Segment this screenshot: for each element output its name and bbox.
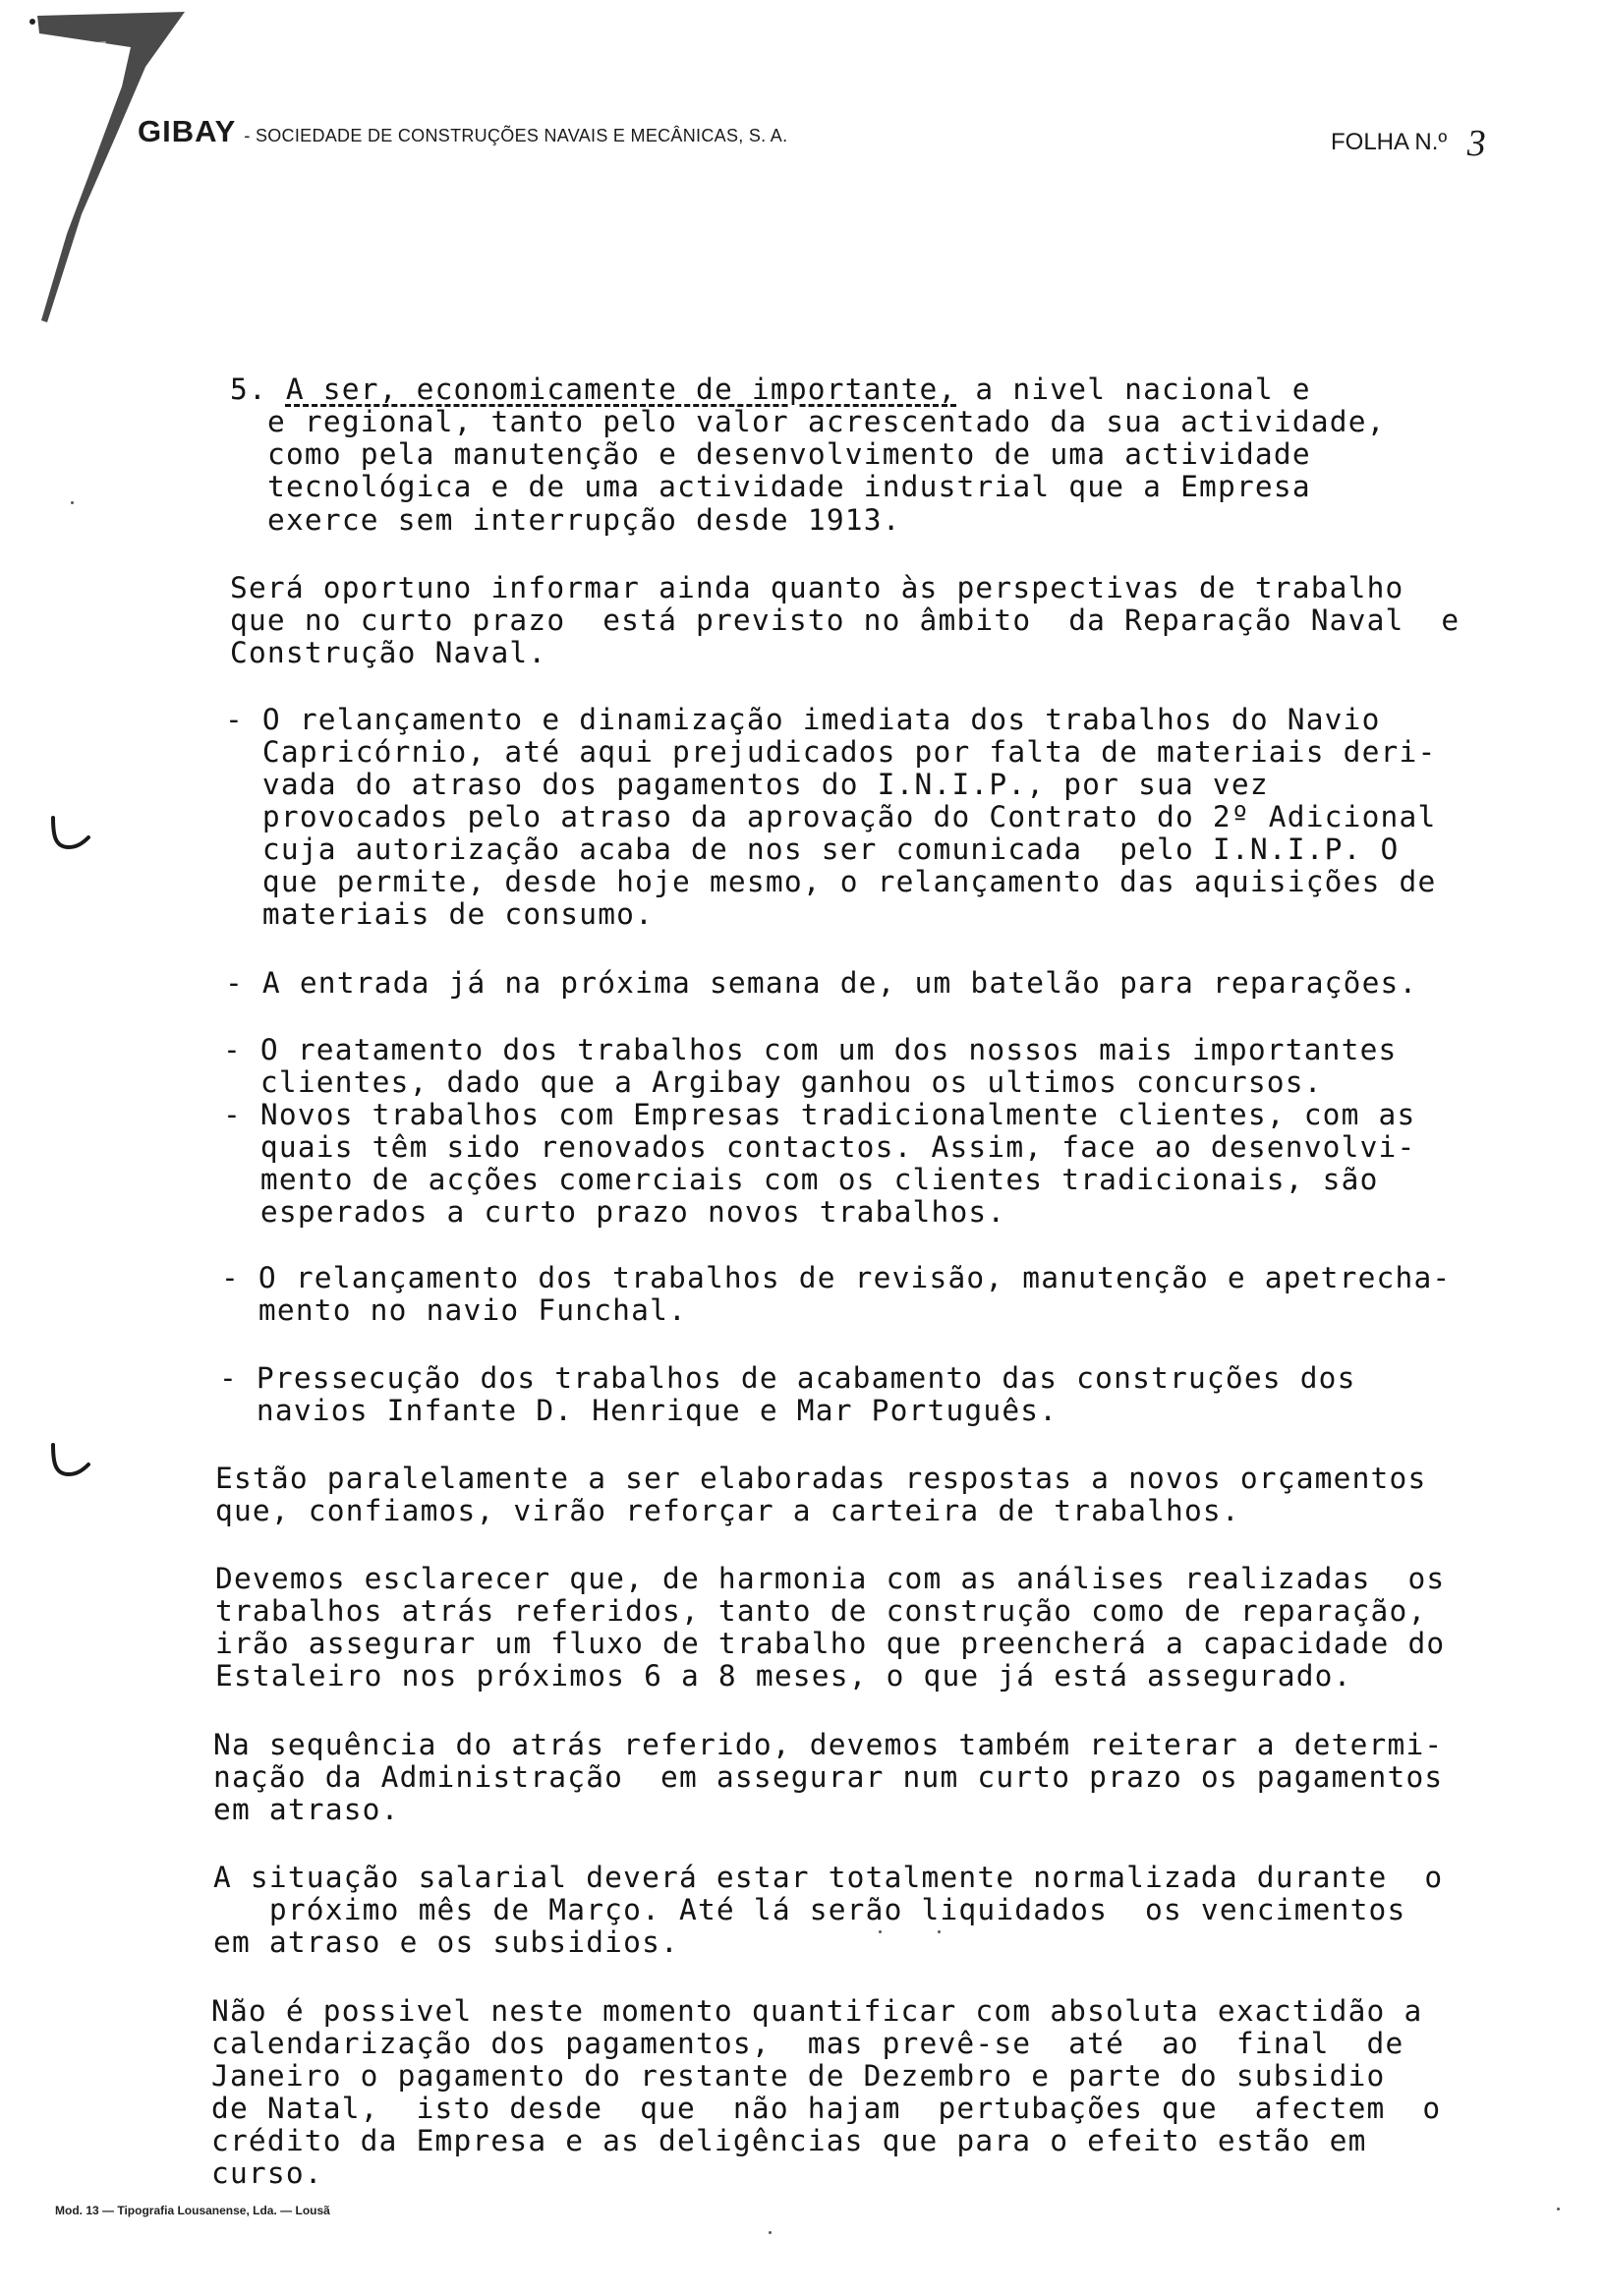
- text-line: - O relançamento e dinamização imediata dos trabalhos do Navio: [225, 703, 1381, 736]
- text-line: que no curto prazo está previsto no âmbito da Reparação Naval e: [230, 603, 1461, 637]
- scan-speck: [879, 1930, 882, 1933]
- text-line: mento de acções comerciais com os clientes tradicionais, são: [223, 1163, 1379, 1196]
- text-line: navios Infante D. Henrique e Mar Português.: [219, 1394, 1059, 1427]
- company-name: GIBAY: [138, 114, 237, 148]
- text-line: calendarização dos pagamentos, mas prevê-se até ao final de: [211, 2027, 1404, 2060]
- text-line: esperados a curto prazo novos trabalhos.: [223, 1195, 1006, 1229]
- margin-check-mark: [47, 814, 94, 853]
- text-line: Janeiro o pagamento do restante de Dezembro e parte do subsidio: [211, 2059, 1386, 2093]
- text-line: provocados pelo atraso da aprovação do Contrato do 2º Adicional: [225, 800, 1437, 833]
- text-line: Estaleiro nos próximos 6 a 8 meses, o que já está assegurado.: [215, 1659, 1352, 1693]
- margin-check-mark: [47, 1441, 94, 1480]
- item5-number: 5.: [230, 373, 267, 406]
- text-line: - O reatamento dos trabalhos com um dos nossos mais importantes: [223, 1033, 1398, 1066]
- text-line: materiais de consumo.: [225, 897, 655, 931]
- text-line: e regional, tanto pelo valor acrescentado da sua actividade,: [267, 405, 1386, 438]
- text-line: - Novos trabalhos com Empresas tradicionalmente clientes, com as: [223, 1098, 1416, 1131]
- scan-speck: [938, 1930, 941, 1933]
- text-line: de Natal, isto desde que não hajam pertubações que afectem o: [211, 2092, 1442, 2125]
- text-line: exerce sem interrupção desde 1913.: [267, 503, 901, 537]
- text-line: curso.: [211, 2156, 323, 2190]
- text-line: - Pressecução dos trabalhos de acabamento das construções dos: [219, 1361, 1356, 1395]
- text-line: que, confiamos, virão reforçar a carteira de trabalhos.: [215, 1494, 1240, 1527]
- text-line: mento no navio Funchal.: [221, 1293, 688, 1327]
- folha-number: 3: [1466, 123, 1486, 164]
- letterhead: [138, 114, 787, 149]
- text-line: Construção Naval.: [230, 636, 547, 669]
- item5-rest: a nivel nacional e: [956, 373, 1311, 406]
- text-line: - O relançamento dos trabalhos de revisão, manutenção e apetrecha-: [221, 1261, 1452, 1294]
- text-line: clientes, dado que a Argibay ganhou os ultimos concursos.: [223, 1065, 1323, 1099]
- scan-speck: [1557, 2208, 1560, 2210]
- sheet-number-label: [1331, 116, 1486, 164]
- text-line: cuja autorização acaba de nos ser comunicada pelo I.N.I.P. O: [225, 832, 1400, 866]
- company-logo-mark: [28, 8, 195, 327]
- scan-speck: [769, 2231, 772, 2234]
- text-line: em atraso.: [213, 1793, 400, 1826]
- text-line: que permite, desde hoje mesmo, o relançamento das aquisições de: [225, 865, 1437, 898]
- text-line: A situação salarial deverá estar totalmente normalizada durante o: [213, 1861, 1444, 1894]
- text-line: - A entrada já na próxima semana de, um batelão para reparações.: [225, 966, 1418, 1000]
- company-full-name: - SOCIEDADE DE CONSTRUÇÕES NAVAIS E MECÂNICAS, S. A.: [244, 126, 788, 145]
- text-line: Devemos esclarecer que, de harmonia com as análises realizadas os: [215, 1562, 1446, 1595]
- text-line: Na sequência do atrás referido, devemos também reiterar a determi-: [213, 1728, 1444, 1761]
- text-line: vada do atraso dos pagamentos do I.N.I.P., por sua vez: [225, 768, 1269, 801]
- text-line: em atraso e os subsidios.: [213, 1925, 680, 1959]
- text-line: nação da Administração em assegurar num curto prazo os pagamentos: [213, 1760, 1444, 1794]
- text-line: quais têm sido renovados contactos. Assim, face ao desenvolvi-: [223, 1130, 1416, 1164]
- text-line: Não é possivel neste momento quantificar com absoluta exactidão a: [211, 1994, 1423, 2028]
- text-line: irão assegurar um fluxo de trabalho que preencherá a capacidade do: [215, 1627, 1446, 1660]
- item5-first-line: [230, 373, 1311, 407]
- text-line: Estão paralelamente a ser elaboradas respostas a novos orçamentos: [215, 1462, 1427, 1495]
- scan-speck: [71, 501, 74, 504]
- text-line: trabalhos atrás referidos, tanto de construção como de reparação,: [215, 1594, 1427, 1628]
- text-line: próximo mês de Março. Até lá serão liquidados os vencimentos: [213, 1893, 1406, 1926]
- print-footer: Mod. 13 — Tipografia Lousanense, Lda. — Lousã: [55, 2204, 330, 2217]
- text-line: como pela manutenção e desenvolvimento de uma actividade: [267, 437, 1311, 471]
- item5-underlined-text: A ser, economicamente de importante,: [285, 373, 957, 406]
- folha-label: FOLHA N.º: [1331, 129, 1448, 155]
- text-line: tecnológica e de uma actividade industrial que a Empresa: [267, 470, 1311, 503]
- text-line: crédito da Empresa e as deligências que para o efeito estão em: [211, 2124, 1367, 2157]
- text-line: Será oportuno informar ainda quanto às perspectivas de trabalho: [230, 571, 1404, 604]
- text-line: Capricórnio, até aqui prejudicados por falta de materiais deri-: [225, 735, 1437, 769]
